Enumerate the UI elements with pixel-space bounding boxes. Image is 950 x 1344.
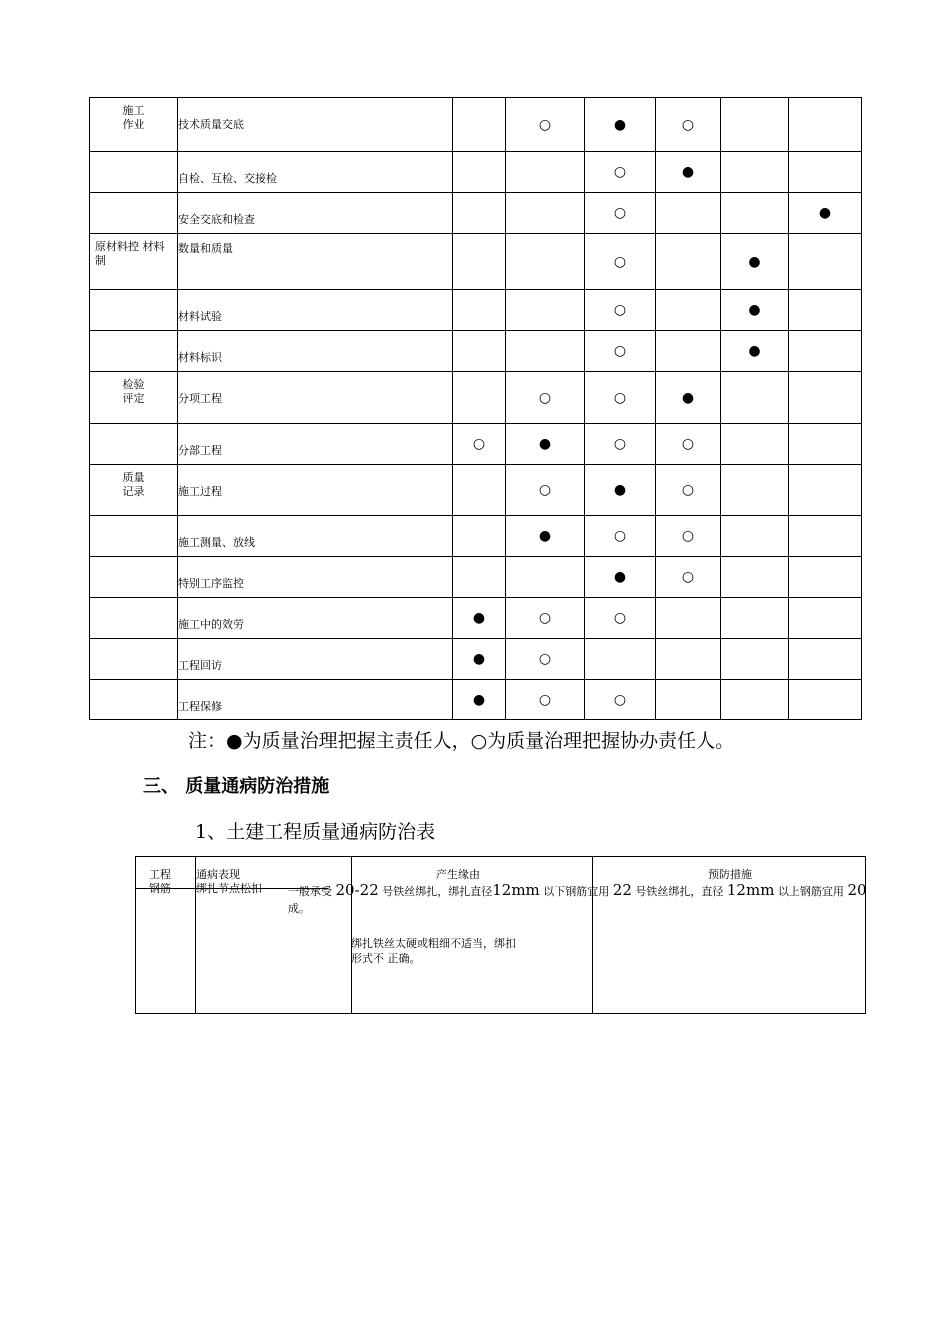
role-mark-cell [789, 598, 862, 639]
cause-line-1: 绑扎铁丝太硬或粗细不适当，绑扣 [351, 937, 516, 950]
role-mark: ○ [613, 164, 627, 180]
role-mark-cell [453, 680, 506, 720]
table-row [90, 424, 862, 465]
category-cell [90, 598, 178, 639]
role-mark-cell [453, 290, 506, 331]
overflow-part: 以下钢筋宜用 [543, 885, 610, 898]
role-mark-cell [453, 557, 506, 598]
category-cell [90, 193, 178, 234]
role-mark-cell [721, 193, 789, 234]
role-mark-cell [506, 598, 585, 639]
category-cell [90, 331, 178, 372]
table-row [90, 98, 862, 152]
item-cell [178, 424, 453, 465]
item-label: 工程保修 [178, 700, 222, 713]
role-mark-cell [656, 372, 721, 424]
item-label: 数量和质量 [178, 242, 233, 255]
item-cell [178, 152, 453, 193]
section-title: 三、 质量通病防治措施 [143, 776, 330, 797]
role-mark: ● [472, 691, 486, 708]
overflow-part: 以上钢筋宜用 [777, 885, 844, 898]
table-row [90, 557, 862, 598]
item-cell [178, 465, 453, 516]
role-mark-cell [585, 639, 656, 680]
role-mark: ● [818, 205, 832, 221]
role-mark-cell [585, 424, 656, 465]
role-mark: ○ [681, 436, 695, 452]
category-label: 质量 记录 [122, 471, 145, 498]
col1-row: 钢筋 [149, 882, 171, 895]
responsibility-matrix [89, 97, 862, 720]
category-label: 检验 评定 [122, 378, 145, 405]
col1-header: 工程 [149, 868, 171, 881]
item-cell [178, 680, 453, 720]
overflow-number: 20 [847, 881, 867, 899]
role-mark-cell [453, 372, 506, 424]
col-divider [592, 857, 593, 1013]
role-mark-cell [789, 465, 862, 516]
role-mark-cell [789, 98, 862, 152]
category-cell [90, 234, 178, 290]
table-row [90, 516, 862, 557]
category-cell [90, 424, 178, 465]
role-mark-cell [506, 465, 585, 516]
overflow-part: 一般承受 [288, 885, 332, 898]
role-mark-cell [656, 516, 721, 557]
role-mark-cell [453, 152, 506, 193]
role-mark-cell [453, 331, 506, 372]
role-mark: ● [613, 482, 627, 498]
table-row [90, 680, 862, 720]
category-cell [90, 680, 178, 720]
role-mark-cell [656, 465, 721, 516]
col2-row: 绑扎节点松扣 [196, 882, 262, 895]
role-mark-cell [789, 557, 862, 598]
role-mark-cell [506, 234, 585, 290]
role-mark-cell [721, 598, 789, 639]
col3-header: 产生缘由 [436, 868, 480, 881]
role-mark-cell [721, 680, 789, 720]
role-mark: ○ [613, 253, 627, 270]
role-mark: ● [613, 569, 627, 585]
role-mark-cell [453, 465, 506, 516]
item-label: 施工中的效劳 [178, 618, 244, 631]
role-mark: ● [472, 610, 486, 626]
role-mark-cell [585, 516, 656, 557]
role-mark: ○ [613, 389, 627, 406]
table-row [90, 152, 862, 193]
item-label: 施工测量、放线 [178, 536, 255, 549]
overflow-tail: 成。 [288, 902, 310, 915]
role-mark-cell [453, 234, 506, 290]
role-mark-cell [585, 98, 656, 152]
table-row [90, 465, 862, 516]
role-mark-cell [721, 424, 789, 465]
role-mark: ● [748, 253, 761, 270]
role-mark-cell [585, 680, 656, 720]
defect-table [135, 856, 866, 1014]
role-mark-cell [453, 424, 506, 465]
category-cell [90, 639, 178, 680]
role-mark-cell [789, 680, 862, 720]
role-mark-cell [506, 557, 585, 598]
subsection-title: 1、土建工程质量通病防治表 [195, 821, 436, 843]
table-row [90, 639, 862, 680]
role-mark-cell [506, 680, 585, 720]
role-mark: ○ [613, 343, 627, 359]
role-mark-cell [506, 639, 585, 680]
item-cell [178, 234, 453, 290]
role-mark-cell [721, 331, 789, 372]
role-mark: ○ [613, 528, 627, 544]
role-mark-cell [656, 680, 721, 720]
item-label: 分项工程 [178, 392, 222, 405]
role-mark-cell [585, 234, 656, 290]
role-mark-cell [721, 234, 789, 290]
role-mark: ○ [613, 436, 627, 452]
role-mark: ● [613, 116, 627, 133]
item-cell [178, 516, 453, 557]
overflow-number: 22 [612, 881, 632, 899]
item-cell [178, 557, 453, 598]
role-mark: ● [538, 528, 552, 544]
item-label: 安全交底和检查 [178, 213, 255, 226]
item-cell [178, 193, 453, 234]
category-cell [90, 557, 178, 598]
role-mark-cell [656, 331, 721, 372]
table-row [90, 234, 862, 290]
role-mark-cell [656, 98, 721, 152]
item-cell [178, 290, 453, 331]
role-mark: ○ [538, 482, 552, 498]
role-mark-cell [506, 516, 585, 557]
role-mark-cell [585, 290, 656, 331]
role-mark-cell [721, 152, 789, 193]
role-mark-cell [585, 598, 656, 639]
item-cell [178, 98, 453, 152]
item-label: 材料标识 [178, 351, 222, 364]
item-label: 特别工序监控 [178, 577, 244, 590]
role-mark: ○ [538, 610, 552, 626]
item-label: 工程回访 [178, 659, 222, 672]
role-mark-cell [506, 193, 585, 234]
overflow-part: 号铁丝绑扎，绑扎直径 [382, 885, 493, 898]
item-cell [178, 331, 453, 372]
role-mark-cell [585, 193, 656, 234]
role-mark-cell [656, 290, 721, 331]
role-mark-cell [721, 372, 789, 424]
role-mark-cell [789, 424, 862, 465]
item-cell [178, 598, 453, 639]
item-label: 分部工程 [178, 444, 222, 457]
role-mark-cell [453, 98, 506, 152]
role-mark-cell [585, 465, 656, 516]
col2-header: 通病表现 [196, 868, 240, 881]
category-cell [90, 372, 178, 424]
role-mark-cell [721, 98, 789, 152]
overflow-part: 号铁丝绑扎，直径 [635, 885, 724, 898]
role-mark: ○ [681, 482, 695, 498]
role-mark-cell [585, 331, 656, 372]
role-mark-cell [585, 557, 656, 598]
cause-line-2: 形式不 正确。 [351, 952, 421, 965]
role-mark-cell [789, 152, 862, 193]
table-row [90, 372, 862, 424]
role-mark: ● [681, 164, 695, 180]
role-mark: ○ [613, 205, 627, 221]
table-row [90, 598, 862, 639]
item-label: 自检、互检、交接检 [178, 172, 277, 185]
role-mark: ○ [538, 651, 552, 667]
role-mark-cell [656, 598, 721, 639]
role-mark-cell [656, 557, 721, 598]
role-mark: ○ [538, 116, 552, 133]
category-cell [90, 290, 178, 331]
role-mark: ● [472, 651, 486, 667]
role-mark: ○ [681, 569, 695, 585]
role-mark: ● [538, 436, 552, 452]
category-label: 施工 作业 [122, 104, 145, 131]
item-label: 施工过程 [178, 485, 222, 498]
overflow-number: 12mm [492, 881, 540, 899]
role-mark: ○ [613, 610, 627, 626]
role-mark-cell [585, 152, 656, 193]
col4-header: 预防措施 [708, 868, 752, 881]
legend-note: 注：●为质量治理把握主责任人，○为质量治理把握协办责任人。 [188, 730, 735, 752]
item-label: 技术质量交底 [178, 118, 244, 131]
role-mark: ○ [681, 528, 695, 544]
role-mark-cell [656, 639, 721, 680]
role-mark-cell [453, 598, 506, 639]
role-mark-cell [721, 516, 789, 557]
role-mark-cell [656, 424, 721, 465]
role-mark-cell [789, 516, 862, 557]
role-mark: ○ [681, 116, 695, 133]
role-mark-cell [506, 98, 585, 152]
role-mark-cell [506, 372, 585, 424]
role-mark-cell [506, 290, 585, 331]
role-mark-cell [506, 331, 585, 372]
role-mark: ● [748, 302, 761, 318]
category-cell [90, 98, 178, 152]
category-label: 原材料控 材料 制 [95, 240, 165, 267]
role-mark-cell [656, 234, 721, 290]
role-mark: ○ [538, 389, 552, 406]
role-mark: ○ [472, 436, 486, 452]
category-cell [90, 516, 178, 557]
role-mark: ○ [613, 691, 627, 708]
role-mark-cell [506, 152, 585, 193]
role-mark-cell [453, 639, 506, 680]
table-row [90, 290, 862, 331]
overflow-number: 20-22 [335, 881, 379, 899]
role-mark-cell [453, 516, 506, 557]
overflow-number: 12mm [726, 881, 775, 899]
role-mark-cell [721, 639, 789, 680]
category-cell [90, 465, 178, 516]
item-cell [178, 372, 453, 424]
role-mark-cell [789, 331, 862, 372]
role-mark-cell [656, 193, 721, 234]
role-mark-cell [721, 557, 789, 598]
role-mark: ○ [538, 691, 552, 708]
category-cell [90, 152, 178, 193]
role-mark-cell [789, 372, 862, 424]
role-mark: ● [748, 343, 761, 359]
table-row [90, 193, 862, 234]
prevention-text-overflow [288, 883, 867, 899]
role-mark-cell [656, 152, 721, 193]
role-mark-cell [721, 465, 789, 516]
role-mark: ○ [613, 302, 627, 318]
role-mark-cell [721, 290, 789, 331]
role-mark: ● [681, 389, 695, 406]
item-label: 材料试验 [178, 310, 222, 323]
item-cell [178, 639, 453, 680]
role-mark-cell [453, 193, 506, 234]
table-row [90, 331, 862, 372]
role-mark-cell [789, 193, 862, 234]
role-mark-cell [789, 290, 862, 331]
role-mark-cell [506, 424, 585, 465]
role-mark-cell [789, 639, 862, 680]
role-mark-cell [789, 234, 862, 290]
role-mark-cell [585, 372, 656, 424]
